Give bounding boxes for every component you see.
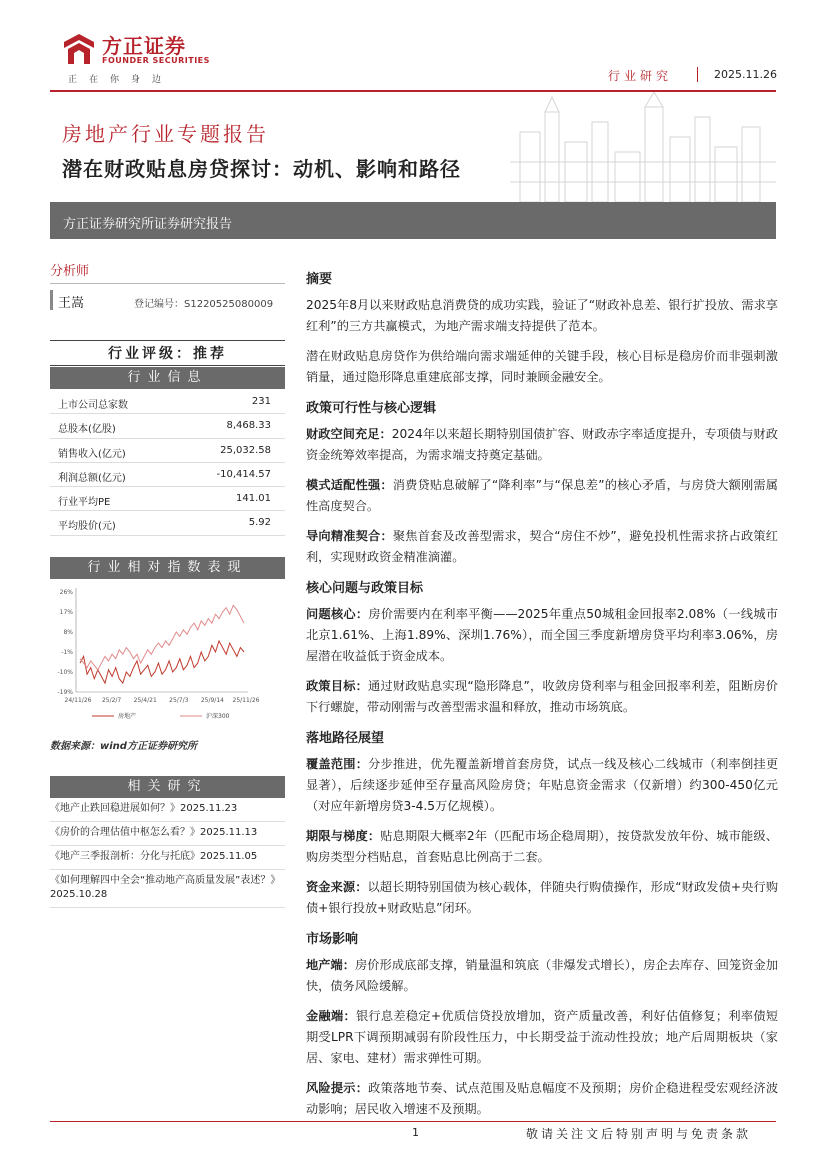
analyst-registration: 登记编号：S1220525080009	[134, 299, 274, 310]
x-tick-label: 25/4/21	[133, 697, 157, 704]
related-research-list	[50, 798, 285, 908]
related-report-link[interactable]: 《地产三季报剖析：分化与托底》2025.11.05	[50, 846, 285, 870]
y-tick-label: 26%	[59, 589, 73, 596]
analyst-marker	[50, 290, 53, 310]
industry-rating	[50, 340, 285, 366]
abstract-paragraph	[306, 877, 778, 919]
y-tick-label: 17%	[59, 609, 73, 616]
brand-name-en: FOUNDER SECURITIES	[102, 56, 210, 65]
paragraph-lead: 期限与梯度：	[306, 829, 381, 843]
city-skyline-graphic	[450, 92, 776, 202]
row-value: 25,032.58	[220, 444, 271, 456]
report-title: 潜在财政贴息房贷探讨：动机、影响和路径	[62, 157, 461, 181]
page-number: 1	[412, 1126, 419, 1139]
section-heading: 政策可行性与核心逻辑	[306, 401, 437, 416]
table-row	[50, 463, 285, 487]
paragraph-lead: 金融端：	[306, 1009, 356, 1023]
paragraph-lead: 模式适配性强：	[306, 478, 393, 492]
abstract-paragraph: 潜在财政贴息房贷作为供给端向需求端延伸的关键手段，核心目标是稳房价而非强刺激销量，通过隐形降息重建底部支撑，同时兼顾金融安全。	[306, 349, 778, 384]
header-separator	[697, 67, 698, 82]
x-tick-label: 25/2/7	[101, 697, 122, 704]
row-label: 平均股价(元)	[58, 521, 116, 533]
x-tick-label: 24/11/26	[64, 697, 92, 704]
row-label: 利润总额(亿元)	[58, 472, 126, 484]
abstract-paragraph	[306, 424, 778, 466]
company-logo	[62, 30, 210, 85]
paragraph-lead: 问题核心：	[306, 607, 369, 621]
row-label: 销售收入(亿元)	[58, 448, 126, 460]
abstract-paragraph	[306, 754, 778, 817]
analyst-heading: 分析师	[50, 264, 90, 279]
table-row	[50, 390, 285, 414]
abstract-paragraph: 2025年8月以来财政贴息消费贷的成功实践，验证了“财政补息差、银行扩投放、需求享红利”的三方共赢模式，为地产需求端支持提供了范本。	[306, 298, 778, 333]
x-tick-label: 25/9/14	[200, 697, 224, 704]
section-heading: 核心问题与政策目标	[306, 581, 424, 596]
paragraph-body: 消费贷贴息破解了“降利率”与“保息差”的核心矛盾，与房贷大额刚需属性高度契合。	[306, 478, 778, 513]
report-category: 行业研究	[608, 69, 673, 83]
table-row	[50, 487, 285, 511]
brand-name: 方正证券	[102, 34, 186, 58]
row-label: 上市公司总家数	[58, 400, 128, 411]
industry-info-heading: 行业信息	[50, 367, 285, 389]
index-chart-heading: 行业相对指数表现	[50, 557, 285, 579]
paragraph-body: 以超长期特别国债为核心载体，伴随央行购债操作，形成“财政发债+央行购债+银行投放+财政贴息”闭环。	[306, 880, 779, 915]
source-banner	[50, 202, 776, 239]
report-type: 房地产行业专题报告	[62, 122, 269, 146]
section-heading: 市场影响	[306, 932, 359, 947]
y-tick-label: -1%	[61, 649, 73, 656]
paragraph-body: 2024年以来超长期特别国债扩容、财政赤字率适度提升，专项债与财政资金统筹效率提高，为需求端支持奠定基础。	[306, 427, 778, 462]
paragraph-body: 银行息差稳定+优质信贷投放增加，资产质量改善，利好估值修复；利率债短期受LPR下调预期减弱有阶段性压力，中长期受益于流动性投放；地产后周期板块（家居、家电、建材）需求弹性可期。	[306, 1009, 779, 1065]
abstract-heading: 摘要	[306, 272, 333, 287]
abstract-section	[306, 268, 778, 1129]
abstract-paragraph	[306, 1006, 778, 1069]
analyst-divider	[50, 283, 285, 284]
paragraph-lead: 政策目标：	[306, 679, 369, 693]
row-value: -10,414.57	[216, 468, 271, 480]
brand-slogan: 正在你身边	[68, 75, 174, 85]
paragraph-body: 贴息期限大概率2年（匹配市场企稳周期），按贷款发放年份、城市能级、购房类型分档贴息，首套贴息比例高于二套。	[306, 829, 778, 864]
rating-text: 行业评级：推荐	[108, 346, 227, 362]
disclaimer-text: 敬请关注文后特别声明与免责条款	[526, 1127, 752, 1141]
abstract-paragraph	[306, 955, 778, 997]
founder-logo-icon	[62, 32, 96, 66]
abstract-paragraph	[306, 526, 778, 568]
paragraph-body: 房价形成底部支撑，销量温和筑底（非爆发式增长），房企去库存、回笼资金加快，债务风险缓解。	[306, 958, 778, 993]
row-label: 总股本(亿股)	[58, 424, 116, 436]
paragraph-lead: 导向精准契合：	[306, 529, 393, 543]
footer-divider	[50, 1121, 776, 1122]
abstract-paragraph	[306, 1078, 778, 1120]
legend-label: 沪深300	[206, 713, 230, 720]
paragraph-lead: 资金来源：	[306, 880, 368, 894]
table-row	[50, 414, 285, 438]
paragraph-lead: 地产端：	[306, 958, 356, 972]
related-report-link[interactable]: 《如何理解四中全会“推动地产高质量发展”表述？》2025.10.28	[50, 870, 285, 908]
paragraph-body: 通过财政贴息实现“隐形降息”，收敛房贷利率与租金回报率利差，阻断房价下行螺旋，带动刚需与改善型需求温和释放，推动市场筑底。	[306, 679, 778, 714]
y-tick-label: -10%	[57, 669, 73, 676]
y-tick-label: -19%	[57, 689, 73, 696]
row-value: 5.92	[248, 517, 271, 529]
row-value: 141.01	[236, 493, 271, 505]
industry-info-table	[50, 390, 285, 536]
paragraph-body: 分步推进，优先覆盖新增首套房贷，试点一线及核心二线城市（利率倒挂更显著），后续逐步延伸至存量高风险房贷；年贴息资金需求（仅新增）约300-450亿元（对应年新增房贷3-4.5万亿规模）。	[306, 757, 779, 813]
paragraph-lead: 覆盖范围：	[306, 757, 369, 771]
related-report-link[interactable]: 《地产止跌回稳进展如何？》2025.11.23	[50, 798, 285, 822]
report-date: 2025.11.26	[714, 68, 777, 81]
row-label: 行业平均PE	[58, 497, 111, 509]
row-value: 231	[251, 396, 271, 407]
source-text: 方正证券研究所证券研究报告	[63, 217, 233, 232]
abstract-paragraph	[306, 826, 778, 868]
paragraph-body: 政策落地节奏、试点范围及贴息幅度不及预期；房价企稳进程受宏观经济波动影响；居民收入增速不及预期。	[306, 1081, 779, 1116]
table-row	[50, 439, 285, 463]
paragraph-body: 聚焦首套及改善型需求，契合“房住不炒”，避免投机性需求挤占政策红利，实现财政资金精准滴灌。	[306, 529, 778, 564]
relative-index-chart	[50, 580, 285, 730]
abstract-paragraph	[306, 475, 778, 517]
row-value: 8,468.33	[226, 420, 271, 432]
legend-label: 房地产	[118, 713, 137, 720]
section-heading: 落地路径展望	[306, 731, 385, 746]
table-row	[50, 511, 285, 535]
analyst-name: 王嵩	[58, 296, 85, 311]
abstract-paragraph	[306, 604, 778, 667]
related-report-link[interactable]: 《房价的合理估值中枢怎么看？》2025.11.13	[50, 822, 285, 846]
paragraph-lead: 财政空间充足：	[306, 427, 392, 441]
related-research-heading: 相关研究	[50, 776, 285, 798]
abstract-paragraph	[306, 676, 778, 718]
y-tick-label: 8%	[63, 629, 73, 636]
x-tick-label: 25/7/3	[169, 697, 189, 704]
x-tick-label: 25/11/26	[232, 697, 260, 704]
paragraph-body: 房价需要内在利率平衡——2025年重点50城租金回报率2.08%（一线城市北京1.61%、上海1.89%、深圳1.76%），而全国三季度新增房贷平均利率3.06%，房屋潜在收益低于资金成本。	[306, 607, 779, 663]
paragraph-lead: 风险提示：	[306, 1081, 369, 1095]
series-line	[80, 605, 244, 670]
chart-source-note: 数据来源：wind方正证券研究所	[50, 741, 197, 752]
